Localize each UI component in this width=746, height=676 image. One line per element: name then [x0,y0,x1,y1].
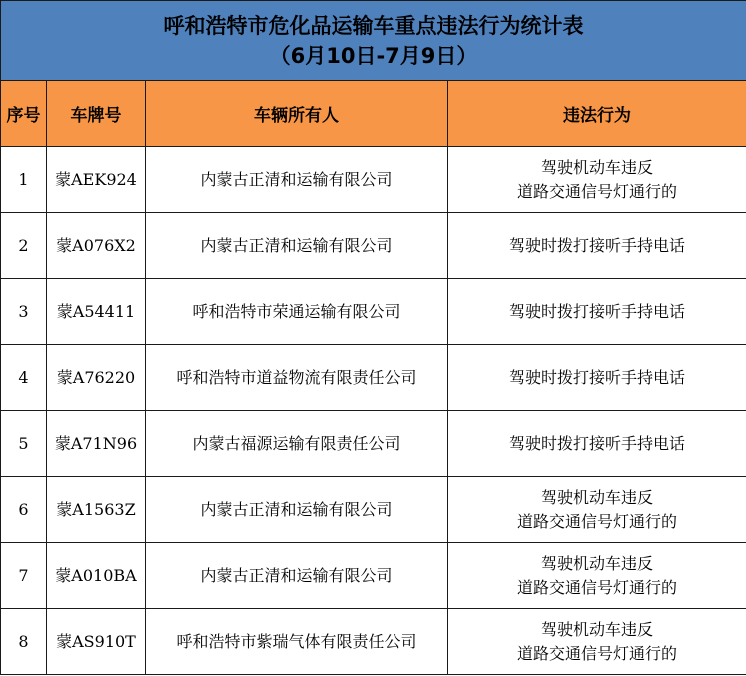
cell-seq: 2 [1,213,47,279]
cell-plate: 蒙A71N96 [47,411,146,477]
cell-owner: 内蒙古福源运输有限责任公司 [146,411,448,477]
cell-plate: 蒙A076X2 [47,213,146,279]
cell-plate: 蒙AEK924 [47,147,146,213]
table-row [1,411,746,477]
cell-violation [448,279,746,345]
cell-seq: 8 [1,609,47,675]
violation-line2: 道路交通信号灯通行的 [516,577,677,597]
cell-plate: 蒙A1563Z [47,477,146,543]
cell-plate: 蒙AS910T [47,609,146,675]
table-row [1,543,746,609]
cell-owner: 呼和浩特市道益物流有限责任公司 [146,345,448,411]
violation-line1: 驾驶时拨打接听手持电话 [508,433,685,453]
table-row [1,477,746,543]
violation-line2: 道路交通信号灯通行的 [516,511,677,531]
cell-owner: 内蒙古正清和运输有限公司 [146,147,448,213]
violation-line1: 驾驶机动车违反 [540,619,653,639]
title-row [1,1,746,81]
cell-plate: 蒙A54411 [47,279,146,345]
cell-owner: 内蒙古正清和运输有限公司 [146,213,448,279]
table-title [1,1,746,81]
cell-seq: 7 [1,543,47,609]
cell-seq: 4 [1,345,47,411]
header-violation: 违法行为 [448,81,746,147]
cell-plate: 蒙A76220 [47,345,146,411]
table-row [1,213,746,279]
violation-line1: 驾驶机动车违反 [540,157,653,177]
cell-owner: 内蒙古正清和运输有限公司 [146,477,448,543]
violation-line1: 驾驶时拨打接听手持电话 [508,235,685,255]
header-row [1,81,746,147]
cell-seq: 1 [1,147,47,213]
cell-owner: 呼和浩特市紫瑞气体有限责任公司 [146,609,448,675]
header-plate: 车牌号 [47,81,146,147]
table-row [1,345,746,411]
table-row [1,147,746,213]
violation-line2: 道路交通信号灯通行的 [516,181,677,201]
table-row [1,279,746,345]
cell-seq: 5 [1,411,47,477]
cell-owner: 内蒙古正清和运输有限公司 [146,543,448,609]
header-owner: 车辆所有人 [146,81,448,147]
cell-seq: 6 [1,477,47,543]
cell-violation [448,411,746,477]
cell-violation [448,477,746,543]
cell-seq: 3 [1,279,47,345]
cell-owner: 呼和浩特市荣通运输有限公司 [146,279,448,345]
cell-plate: 蒙A010BA [47,543,146,609]
violation-line1: 驾驶机动车违反 [540,487,653,507]
violation-line1: 驾驶时拨打接听手持电话 [508,301,685,321]
cell-violation [448,147,746,213]
cell-violation [448,345,746,411]
violation-line1: 驾驶时拨打接听手持电话 [508,367,685,387]
cell-violation [448,213,746,279]
cell-violation [448,609,746,675]
title-main: 呼和浩特市危化品运输车重点违法行为统计表 [163,13,584,38]
cell-violation [448,543,746,609]
table-row [1,609,746,675]
header-seq: 序号 [1,81,47,147]
violation-line1: 驾驶机动车违反 [540,553,653,573]
title-date-range: （6月10日-7月9日） [269,43,478,68]
violation-line2: 道路交通信号灯通行的 [516,643,677,663]
